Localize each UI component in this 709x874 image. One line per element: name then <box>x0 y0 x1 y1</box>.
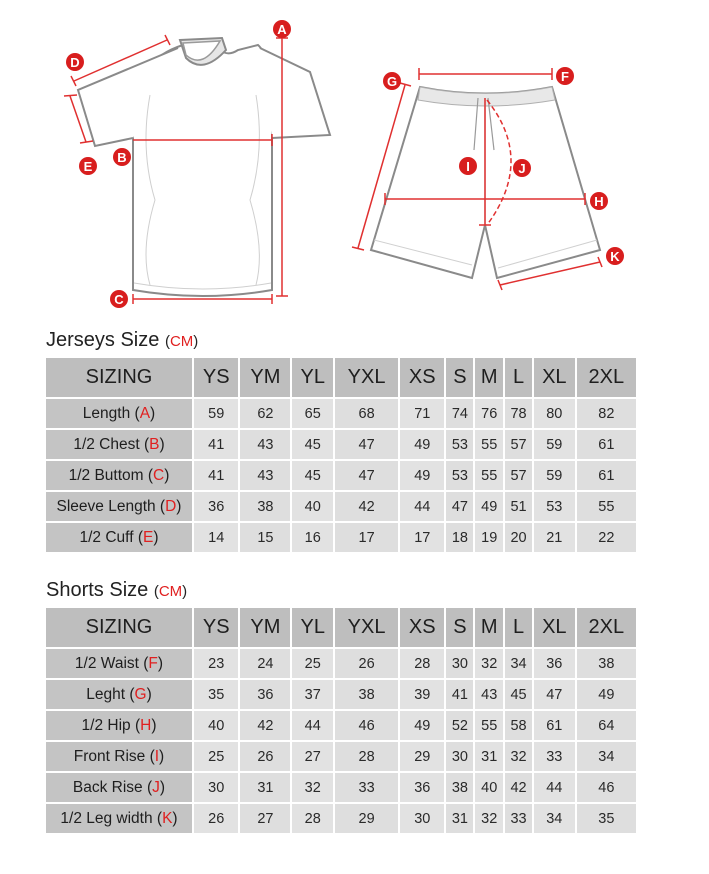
size-header-m: M <box>475 358 503 397</box>
size-value: 17 <box>335 523 398 552</box>
size-value: 44 <box>534 773 575 802</box>
size-value: 32 <box>475 649 503 678</box>
size-value: 53 <box>446 430 473 459</box>
size-value: 46 <box>335 711 398 740</box>
jerseys-title-text: Jerseys Size <box>46 329 160 351</box>
size-header-2xl: 2XL <box>577 608 636 647</box>
size-value: 49 <box>400 430 444 459</box>
size-value: 28 <box>292 804 333 833</box>
size-header-s: S <box>446 358 473 397</box>
size-value: 41 <box>194 430 238 459</box>
measurement-code: J <box>152 778 160 796</box>
size-value: 38 <box>577 649 636 678</box>
size-value: 30 <box>446 742 473 771</box>
size-value: 31 <box>240 773 290 802</box>
size-value: 53 <box>534 492 575 521</box>
table-row <box>46 804 636 833</box>
size-value: 45 <box>292 430 333 459</box>
size-value: 51 <box>505 492 532 521</box>
size-value: 47 <box>335 461 398 490</box>
size-value: 33 <box>335 773 398 802</box>
measurement-label: Length (A) <box>46 399 192 428</box>
size-value: 44 <box>400 492 444 521</box>
size-header-yl: YL <box>292 608 333 647</box>
size-value: 16 <box>292 523 333 552</box>
svg-text:B: B <box>117 150 127 165</box>
size-value: 38 <box>335 680 398 709</box>
size-value: 42 <box>240 711 290 740</box>
size-value: 49 <box>400 711 444 740</box>
size-value: 32 <box>505 742 532 771</box>
size-value: 35 <box>577 804 636 833</box>
size-value: 42 <box>505 773 532 802</box>
measurement-label: 1/2 Hip (H) <box>46 711 192 740</box>
table-header-row <box>46 358 636 397</box>
size-value: 55 <box>475 461 503 490</box>
size-value: 71 <box>400 399 444 428</box>
size-value: 18 <box>446 523 473 552</box>
measurement-label: 1/2 Chest (B) <box>46 430 192 459</box>
size-value: 41 <box>194 461 238 490</box>
size-value: 25 <box>292 649 333 678</box>
measurement-code: C <box>153 466 165 484</box>
size-value: 38 <box>240 492 290 521</box>
jerseys-size-title <box>46 329 198 352</box>
size-value: 59 <box>534 461 575 490</box>
shorts-size-title <box>46 579 187 602</box>
size-value: 33 <box>534 742 575 771</box>
size-header-xl: XL <box>534 358 575 397</box>
size-value: 46 <box>577 773 636 802</box>
size-value: 47 <box>534 680 575 709</box>
measurement-code: D <box>165 497 177 515</box>
size-value: 43 <box>475 680 503 709</box>
size-header-ym: YM <box>240 608 290 647</box>
size-value: 55 <box>475 430 503 459</box>
size-value: 29 <box>335 804 398 833</box>
size-value: 29 <box>400 742 444 771</box>
size-header-s: S <box>446 608 473 647</box>
size-value: 30 <box>446 649 473 678</box>
size-value: 45 <box>505 680 532 709</box>
size-value: 21 <box>534 523 575 552</box>
size-value: 23 <box>194 649 238 678</box>
size-value: 36 <box>194 492 238 521</box>
size-value: 28 <box>400 649 444 678</box>
table-row <box>46 742 636 771</box>
size-value: 32 <box>292 773 333 802</box>
size-header-xl: XL <box>534 608 575 647</box>
table-row <box>46 430 636 459</box>
measurement-code: I <box>154 747 160 765</box>
size-value: 74 <box>446 399 473 428</box>
measurement-code: H <box>140 716 152 734</box>
size-value: 49 <box>400 461 444 490</box>
size-value: 39 <box>400 680 444 709</box>
size-value: 28 <box>335 742 398 771</box>
size-value: 19 <box>475 523 503 552</box>
size-header-yl: YL <box>292 358 333 397</box>
table-row <box>46 492 636 521</box>
size-value: 61 <box>577 461 636 490</box>
size-value: 82 <box>577 399 636 428</box>
measurement-label: 1/2 Cuff (E) <box>46 523 192 552</box>
measurement-code: G <box>134 685 147 703</box>
size-header-m: M <box>475 608 503 647</box>
table-row <box>46 711 636 740</box>
svg-text:A: A <box>277 22 287 37</box>
table-row <box>46 399 636 428</box>
size-value: 36 <box>240 680 290 709</box>
table-row <box>46 649 636 678</box>
size-value: 40 <box>475 773 503 802</box>
jerseys-unit: (CM) <box>164 333 199 350</box>
measurement-label: 1/2 Buttom (C) <box>46 461 192 490</box>
size-header-l: L <box>505 608 532 647</box>
size-value: 26 <box>335 649 398 678</box>
size-value: 64 <box>577 711 636 740</box>
size-value: 61 <box>534 711 575 740</box>
table-header-row <box>46 608 636 647</box>
size-value: 34 <box>534 804 575 833</box>
measurement-diagrams <box>0 0 709 320</box>
size-header-2xl: 2XL <box>577 358 636 397</box>
size-value: 27 <box>292 742 333 771</box>
measurement-code: B <box>149 435 160 453</box>
size-value: 57 <box>505 430 532 459</box>
svg-text:C: C <box>114 292 124 307</box>
size-value: 40 <box>194 711 238 740</box>
size-value: 36 <box>534 649 575 678</box>
size-value: 26 <box>194 804 238 833</box>
size-value: 15 <box>240 523 290 552</box>
size-value: 41 <box>446 680 473 709</box>
size-value: 53 <box>446 461 473 490</box>
size-value: 36 <box>400 773 444 802</box>
measurement-label: Sleeve Length (D) <box>46 492 192 521</box>
table-row <box>46 523 636 552</box>
size-value: 76 <box>475 399 503 428</box>
size-value: 49 <box>475 492 503 521</box>
size-value: 17 <box>400 523 444 552</box>
size-value: 27 <box>240 804 290 833</box>
svg-text:H: H <box>594 194 604 209</box>
svg-text:I: I <box>466 159 470 174</box>
size-value: 49 <box>577 680 636 709</box>
size-value: 55 <box>577 492 636 521</box>
size-value: 65 <box>292 399 333 428</box>
size-value: 38 <box>446 773 473 802</box>
size-value: 26 <box>240 742 290 771</box>
size-value: 34 <box>577 742 636 771</box>
size-value: 40 <box>292 492 333 521</box>
size-value: 31 <box>475 742 503 771</box>
size-value: 62 <box>240 399 290 428</box>
size-value: 55 <box>475 711 503 740</box>
size-header-xs: XS <box>400 358 444 397</box>
measurement-code: A <box>139 404 151 422</box>
size-value: 33 <box>505 804 532 833</box>
size-value: 47 <box>335 430 398 459</box>
size-value: 32 <box>475 804 503 833</box>
table-row <box>46 680 636 709</box>
measurement-label: Leght (G) <box>46 680 192 709</box>
size-value: 58 <box>505 711 532 740</box>
shorts-title-text: Shorts Size <box>46 579 149 601</box>
size-value: 22 <box>577 523 636 552</box>
jerseys-size-table <box>44 356 638 554</box>
measurement-code: E <box>142 528 154 546</box>
size-value: 31 <box>446 804 473 833</box>
size-value: 57 <box>505 461 532 490</box>
table-row <box>46 773 636 802</box>
svg-text:D: D <box>70 55 80 70</box>
size-value: 25 <box>194 742 238 771</box>
jersey-diagram <box>78 38 330 296</box>
svg-text:J: J <box>518 161 526 176</box>
size-value: 59 <box>534 430 575 459</box>
size-value: 44 <box>292 711 333 740</box>
sizing-header: SIZING <box>46 608 192 647</box>
measurement-label: 1/2 Leg width (K) <box>46 804 192 833</box>
size-header-yxl: YXL <box>335 358 398 397</box>
size-value: 14 <box>194 523 238 552</box>
svg-text:E: E <box>83 159 93 174</box>
size-value: 43 <box>240 461 290 490</box>
sizing-header: SIZING <box>46 358 192 397</box>
size-value: 24 <box>240 649 290 678</box>
size-value: 47 <box>446 492 473 521</box>
size-value: 30 <box>400 804 444 833</box>
measurement-code: K <box>162 809 173 827</box>
svg-text:F: F <box>561 69 569 84</box>
size-value: 20 <box>505 523 532 552</box>
size-value: 37 <box>292 680 333 709</box>
svg-text:K: K <box>610 249 620 264</box>
size-value: 35 <box>194 680 238 709</box>
shorts-size-table <box>44 606 638 835</box>
size-value: 59 <box>194 399 238 428</box>
measurement-code: F <box>148 654 158 672</box>
size-header-yxl: YXL <box>335 608 398 647</box>
measurement-label: Back Rise (J) <box>46 773 192 802</box>
size-value: 43 <box>240 430 290 459</box>
size-value: 61 <box>577 430 636 459</box>
size-value: 45 <box>292 461 333 490</box>
table-row <box>46 461 636 490</box>
measurement-label: 1/2 Waist (F) <box>46 649 192 678</box>
size-header-ys: YS <box>194 358 238 397</box>
size-value: 42 <box>335 492 398 521</box>
size-value: 68 <box>335 399 398 428</box>
size-header-xs: XS <box>400 608 444 647</box>
shorts-unit: (CM) <box>153 583 188 600</box>
size-value: 34 <box>505 649 532 678</box>
svg-text:G: G <box>386 74 398 89</box>
size-header-l: L <box>505 358 532 397</box>
size-header-ys: YS <box>194 608 238 647</box>
size-value: 80 <box>534 399 575 428</box>
size-value: 78 <box>505 399 532 428</box>
measurement-label: Front Rise (I) <box>46 742 192 771</box>
size-header-ym: YM <box>240 358 290 397</box>
size-value: 52 <box>446 711 473 740</box>
size-value: 30 <box>194 773 238 802</box>
